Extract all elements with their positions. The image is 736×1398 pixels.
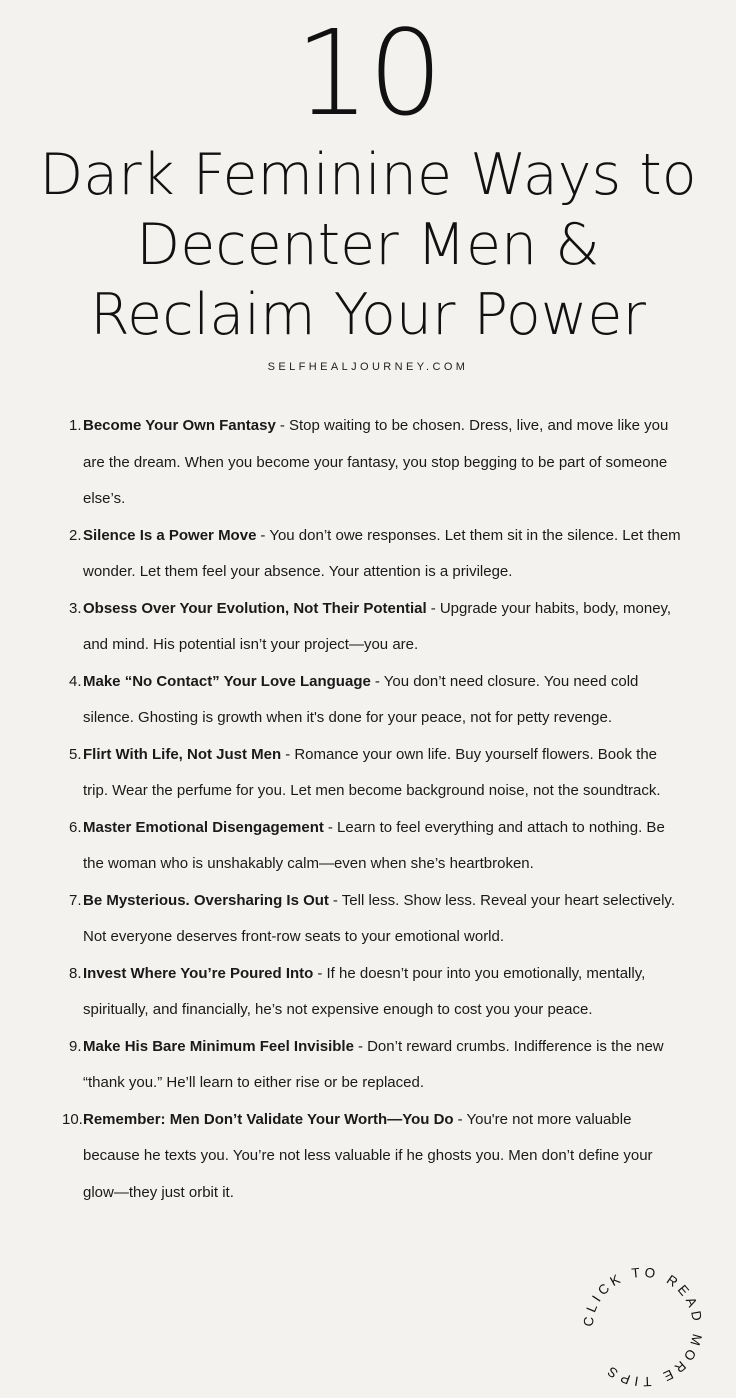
tip-item-9	[66, 1029, 686, 1102]
read-more-badge[interactable]	[578, 1262, 708, 1392]
tips-list	[62, 408, 686, 1211]
tip-number: 6.	[69, 818, 82, 836]
tip-title: Flirt With Life, Not Just Men	[83, 745, 282, 763]
tip-item-5	[66, 737, 686, 810]
tip-item-2	[66, 518, 686, 591]
site-url: SELFHEALJOURNEY.COM	[267, 361, 469, 373]
tip-item-1	[66, 408, 686, 518]
tip-text: - Don’t reward crumbs. Indifference is the new “thank you.” He’ll learn to either rise or be replaced.	[83, 1037, 664, 1091]
tip-text: - You don’t need closure. You need cold silence. Ghosting is growth when it's done for your peace, not for petty revenge.	[83, 672, 639, 726]
tip-text: - Learn to feel everything and attach to nothing. Be the woman who is unshakably calm—even when she’s heartbroken.	[83, 818, 665, 872]
tip-item-7	[66, 883, 686, 956]
tip-number: 4.	[69, 672, 82, 690]
tip-text: - Romance your own life. Buy yourself flowers. Book the trip. Wear the perfume for you. Let men become background noise, not the soundtrack.	[83, 745, 661, 799]
tip-number: 8.	[69, 964, 82, 982]
read-more-badge-label[interactable]: CLICK TO READ MORE TIPS	[580, 1264, 706, 1390]
tip-number: 1.	[69, 417, 82, 434]
read-more-badge-text[interactable]	[581, 1265, 706, 1390]
tip-text: - You're not more valuable because he texts you. You’re not less valuable if he ghosts you. Men don’t define your glow—they just orbit it.	[83, 1110, 653, 1201]
tip-title: Remember: Men Don’t Validate Your Worth—You Do	[83, 1110, 454, 1128]
tip-number: 7.	[69, 891, 82, 909]
tip-text: - If he doesn’t pour into you emotionally, mentally, spiritually, and financially, he’s not expensive enough to cost you your peace.	[83, 964, 646, 1018]
tip-item-10	[62, 1102, 686, 1212]
tip-text: - Tell less. Show less. Reveal your heart selectively. Not everyone deserves front-row seats to your emotional world.	[83, 891, 675, 945]
tip-title: Be Mysterious. Oversharing Is Out	[83, 891, 329, 909]
tip-item-6	[66, 810, 686, 883]
tip-item-3	[66, 591, 686, 664]
tip-number: 2.	[69, 526, 82, 544]
tip-text: - Upgrade your habits, body, money, and mind. His potential isn’t your project—you are.	[83, 599, 672, 653]
tip-item-8	[66, 956, 686, 1029]
tip-title: Make His Bare Minimum Feel Invisible	[83, 1037, 354, 1055]
tip-title: Master Emotional Disengagement	[83, 818, 324, 836]
tip-number: 3.	[69, 599, 82, 617]
tip-number: 10.	[62, 1110, 83, 1128]
tip-number: 5.	[69, 745, 82, 763]
title-line-3: Reclaim Your Power	[90, 282, 646, 348]
tip-title: Invest Where You’re Poured Into	[83, 964, 314, 982]
title-line-2: Decenter Men &	[136, 212, 600, 278]
tip-title: Become Your Own Fantasy	[83, 417, 276, 434]
tip-title: Obsess Over Your Evolution, Not Their Potential	[83, 599, 427, 617]
page-title	[0, 140, 736, 350]
big-number: 10	[294, 4, 442, 142]
tip-item-4	[66, 664, 686, 737]
title-line-1: Dark Feminine Ways to	[39, 142, 697, 208]
tip-title: Silence Is a Power Move	[83, 526, 257, 544]
tip-number: 9.	[69, 1037, 82, 1055]
tip-title: Make “No Contact” Your Love Language	[83, 672, 371, 690]
tip-text: - You don’t owe responses. Let them sit in the silence. Let them wonder. Let them feel your absence. Your attention is a privilege.	[83, 526, 681, 580]
tip-text: - Stop waiting to be chosen. Dress, live, and move like you are the dream. When you become your fantasy, you stop begging to be part of someone else’s.	[83, 417, 669, 507]
